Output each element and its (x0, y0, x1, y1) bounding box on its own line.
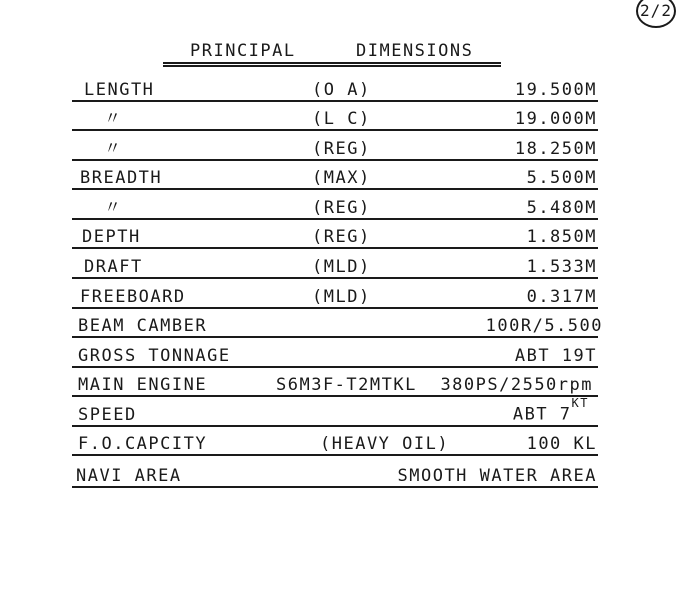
row-underline (72, 486, 598, 488)
row-label-ditto: 〃 (104, 198, 123, 218)
row-value: 19.500M (514, 80, 597, 100)
row-qualifier: (REG) (312, 227, 371, 247)
row-value: SMOOTH WATER AREA (397, 466, 597, 486)
row-qualifier: (REG) (312, 139, 371, 159)
row-value: 100 KL (526, 434, 597, 454)
row-qualifier: (MLD) (312, 257, 371, 277)
row-label: SPEED (78, 405, 137, 425)
row-value (512, 396, 589, 425)
table-row (0, 72, 679, 102)
row-label-ditto: 〃 (104, 139, 123, 159)
row-label: BEAM CAMBER (78, 316, 208, 336)
row-qualifier: (L C) (312, 109, 371, 129)
title-word-principal: PRINCIPAL (190, 41, 296, 61)
speed-value: ABT 7 (512, 405, 572, 425)
row-value: 19.000M (514, 109, 597, 129)
row-value: 18.250M (514, 139, 597, 159)
row-qualifier: S6M3F-T2MTKL (276, 375, 417, 395)
page-number-badge: 2/2 (636, 0, 676, 28)
table-row (0, 190, 679, 220)
table-row (0, 426, 679, 456)
title-word-dimensions: DIMENSIONS (356, 41, 474, 61)
row-label: F.O.CAPCITY (78, 434, 208, 454)
row-underline (72, 454, 598, 456)
row-label: DEPTH (82, 227, 141, 247)
row-label: FREEBOARD (80, 287, 186, 307)
row-value: 0.317M (526, 287, 597, 307)
row-value: ABT 19T (514, 346, 597, 366)
row-qualifier: (O A) (312, 80, 371, 100)
table-row (0, 458, 679, 488)
table-row (0, 308, 679, 338)
table-row (0, 219, 679, 249)
table-row (0, 279, 679, 309)
row-label-ditto: 〃 (104, 109, 123, 129)
title-underline (163, 62, 501, 64)
row-label: GROSS TONNAGE (78, 346, 231, 366)
row-value: 5.480M (526, 198, 597, 218)
row-label: DRAFT (84, 257, 143, 277)
table-row (0, 397, 679, 427)
row-label: BREADTH (80, 168, 163, 188)
row-value: 1.533M (526, 257, 597, 277)
row-value: 5.500M (526, 168, 597, 188)
row-value: 1.850M (526, 227, 597, 247)
row-qualifier: (REG) (312, 198, 371, 218)
row-value: 380PS/2550rpm (440, 375, 593, 395)
row-label: NAVI AREA (76, 466, 182, 486)
row-value: 100R/5.500 (485, 316, 603, 336)
table-row (0, 160, 679, 190)
table-row (0, 338, 679, 368)
row-label: LENGTH (84, 80, 155, 100)
table-row (0, 367, 679, 397)
row-qualifier: (MAX) (312, 168, 371, 188)
table-row (0, 101, 679, 131)
table-row (0, 249, 679, 279)
row-qualifier: (MLD) (312, 287, 371, 307)
title-underline-double (163, 65, 501, 67)
row-label: MAIN ENGINE (78, 375, 208, 395)
speed-unit: KT (571, 396, 589, 411)
row-qualifier: (HEAVY OIL) (320, 434, 450, 454)
table-row (0, 131, 679, 161)
